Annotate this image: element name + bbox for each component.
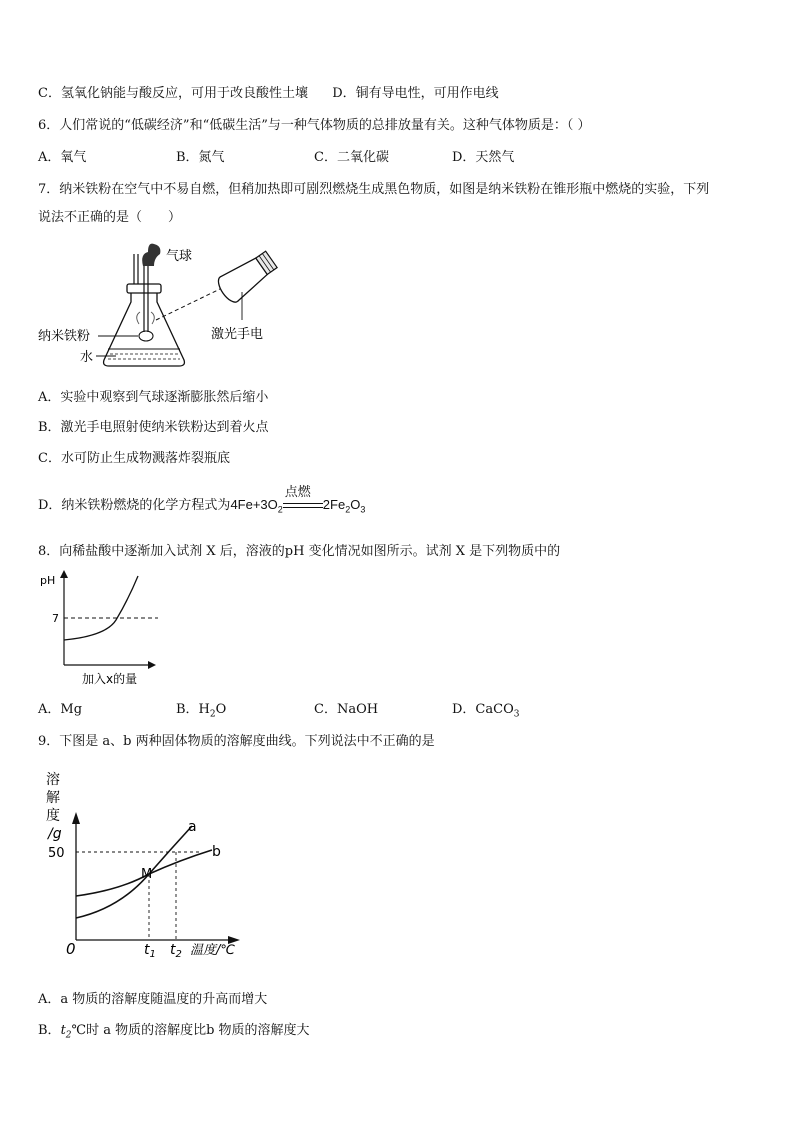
flashlight-icon xyxy=(214,247,280,305)
q6-stem: 6．人们常说的“低碳经济”和“低碳生活”与一种气体物质的总排放量有关。这种气体物质是：（ ） xyxy=(38,118,591,133)
iron-powder-label: 纳米铁粉 xyxy=(38,329,91,344)
q7-option-d xyxy=(38,483,366,515)
ph-tick-7: 7 xyxy=(52,612,59,625)
q7-option-c: C．水可防止生成物溅落炸裂瓶底 xyxy=(38,451,230,466)
q6-option-d: D．天然气 xyxy=(452,150,515,165)
y-label-4: /g xyxy=(48,826,62,842)
q9-option-a: A．a 物质的溶解度随温度的升高而增大 xyxy=(38,992,268,1007)
ph-axis-label: pH xyxy=(40,574,56,587)
q8-stem: 8．向稀盐酸中逐渐加入试剂 X 后，溶液的pH 变化情况如图所示。试剂 X 是下列物质中的 xyxy=(38,544,561,559)
q8-ph-chart xyxy=(36,568,166,690)
q7-option-b: B．激光手电照射使纳米铁粉达到着火点 xyxy=(38,420,269,435)
q6-option-c: C．二氧化碳 xyxy=(314,150,389,165)
q8-option-d: D．CaCO$_3$ xyxy=(452,702,520,720)
q9-option-b: B．$t_2℃$时 a 物质的溶解度比b 物质的溶解度大 xyxy=(38,1023,310,1041)
ph-curve xyxy=(64,576,138,640)
q7-stem-line1: 7．纳米铁粉在空气中不易自燃，但稍加热即可剧烈燃烧生成黑色物质，如图是纳米铁粉在锥形瓶中燃烧的实验，下列 xyxy=(38,182,710,197)
q8-option-a: A．Mg xyxy=(38,702,83,717)
y-tick-50: 50 xyxy=(48,846,65,861)
q7-stem-line2: 说法不正确的是（ ） xyxy=(38,210,182,225)
q5-option-c: C．氢氧化钠能与酸反应，可用于改良酸性土壤 xyxy=(38,86,308,101)
chemical-equation: $4Fe+3O_2$ 点燃 $2Fe_2O_3$ xyxy=(230,483,366,515)
q7-option-d-prefix: D．纳米铁粉燃烧的化学方程式为 xyxy=(38,498,231,513)
q5-option-d: D．铜有导电性，可用作电线 xyxy=(332,86,499,101)
curve-b-label: b xyxy=(212,844,221,860)
q6-option-a: A．氧气 xyxy=(38,150,87,165)
y-label-2: 解 xyxy=(46,790,60,806)
water-label: 水 xyxy=(80,350,94,365)
q9-solubility-chart xyxy=(40,768,270,964)
ph-x-label: 加入x的量 xyxy=(82,672,138,686)
q5-options xyxy=(38,82,499,101)
q7-option-a: A．实验中观察到气球逐渐膨胀然后缩小 xyxy=(38,390,269,405)
t2-label: $t_2$ xyxy=(170,942,182,960)
t1-label: $t_1$ xyxy=(144,942,156,960)
q7-flask-figure xyxy=(36,232,296,372)
balloon-label: 气球 xyxy=(166,249,193,264)
flashlight-label: 激光手电 xyxy=(211,327,264,342)
origin-label: 0 xyxy=(66,940,76,958)
q8-option-c: C．NaOH xyxy=(314,702,379,717)
x-axis-label: 温度/℃ xyxy=(190,943,235,958)
equation-condition: 点燃 xyxy=(283,499,323,513)
q6-option-b: B．氮气 xyxy=(176,150,225,165)
q9-stem: 9．下图是 a、b 两种固体物质的溶解度曲线。下列说法中不正确的是 xyxy=(38,734,435,749)
y-label-1: 溶 xyxy=(46,772,60,788)
point-m-label: M xyxy=(141,867,153,882)
balloon-icon xyxy=(142,244,160,266)
curve-a xyxy=(76,826,192,918)
q8-option-b: B．$H_2O$ xyxy=(176,702,227,720)
curve-a-label: a xyxy=(188,819,197,835)
y-label-3: 度 xyxy=(46,808,60,824)
